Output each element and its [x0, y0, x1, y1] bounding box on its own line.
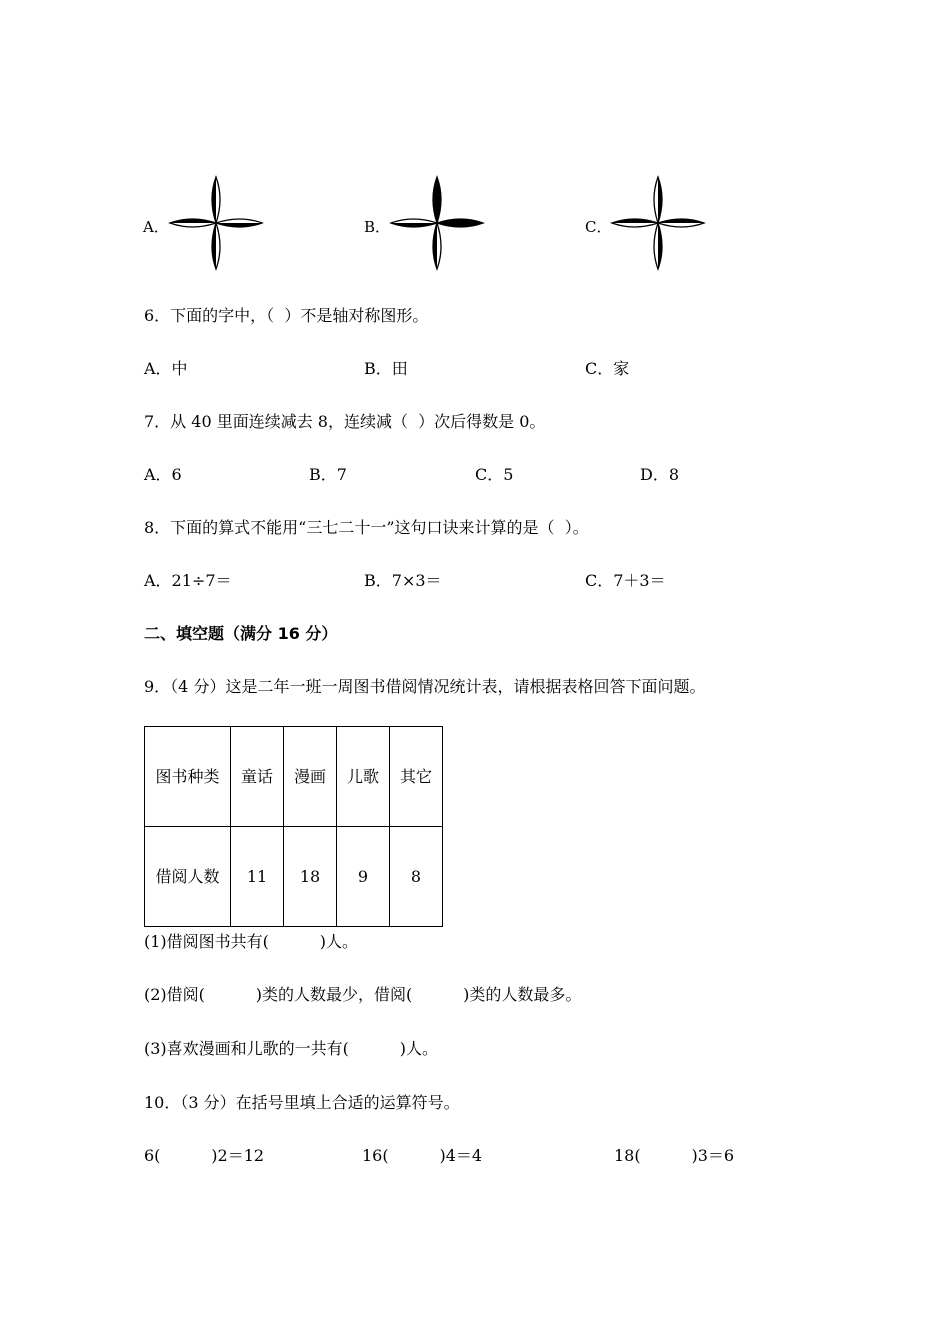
table-cell: 18 — [284, 827, 337, 927]
q7-option-c[interactable]: C．5 — [475, 465, 514, 484]
table-cell: 9 — [337, 827, 390, 927]
q8-option-c[interactable]: C．7＋3＝ — [585, 571, 666, 590]
table-header-cell: 儿歌 — [337, 727, 390, 827]
q6-option-c[interactable]: C．家 — [585, 359, 630, 378]
q10-question: 10．（3 分）在括号里填上合适的运算符号。 — [144, 1093, 460, 1112]
q10-item-1: 6( )2＝12 — [144, 1146, 265, 1165]
q9-sub-question-1: (1)借阅图书共有( )人。 — [144, 932, 359, 951]
pinwheel-figure-c — [610, 175, 706, 271]
q5-option-a-label: A． — [143, 218, 169, 236]
q7-option-d[interactable]: D．8 — [640, 465, 680, 484]
table-header-cell: 图书种类 — [145, 727, 231, 827]
table-cell: 11 — [231, 827, 284, 927]
table-header-cell: 童话 — [231, 727, 284, 827]
q6-question: 6．下面的字中，（ ）不是轴对称图形。 — [144, 306, 429, 325]
section-title: 二、填空题（满分 16 分） — [144, 624, 338, 643]
q10-item-2: 16( )4＝4 — [362, 1146, 483, 1165]
q9-stats-table — [144, 726, 443, 927]
table-header-cell: 漫画 — [284, 727, 337, 827]
table-row-label: 借阅人数 — [145, 827, 231, 927]
pinwheel-figure-b — [389, 175, 485, 271]
q7-question: 7．从 40 里面连续减去 8，连续减（ ）次后得数是 0。 — [144, 412, 546, 431]
q8-option-a[interactable]: A．21÷7＝ — [144, 571, 232, 590]
table-cell: 8 — [390, 827, 443, 927]
q5-option-c-label: C． — [585, 218, 612, 236]
pinwheel-figure-a — [168, 175, 264, 271]
q6-option-a[interactable]: A．中 — [144, 359, 188, 378]
q6-option-b[interactable]: B．田 — [364, 359, 408, 378]
q7-option-a[interactable]: A．6 — [144, 465, 182, 484]
q9-question: 9．（4 分）这是二年一班一周图书借阅情况统计表，请根据表格回答下面问题。 — [144, 677, 706, 696]
table-row — [145, 727, 443, 827]
table-header-cell: 其它 — [390, 727, 443, 827]
q10-item-3: 18( )3＝6 — [614, 1146, 735, 1165]
q9-sub-question-3: (3)喜欢漫画和儿歌的一共有( )人。 — [144, 1039, 439, 1058]
q8-option-b[interactable]: B．7×3＝ — [364, 571, 442, 590]
q7-option-b[interactable]: B．7 — [309, 465, 347, 484]
q9-sub-question-2: (2)借阅( )类的人数最少，借阅( )类的人数最多。 — [144, 985, 582, 1004]
q8-question: 8．下面的算式不能用“三七二十一”这句口诀来计算的是（ ）。 — [144, 518, 589, 537]
q5-option-b-label: B． — [364, 218, 391, 236]
table-row — [145, 827, 443, 927]
